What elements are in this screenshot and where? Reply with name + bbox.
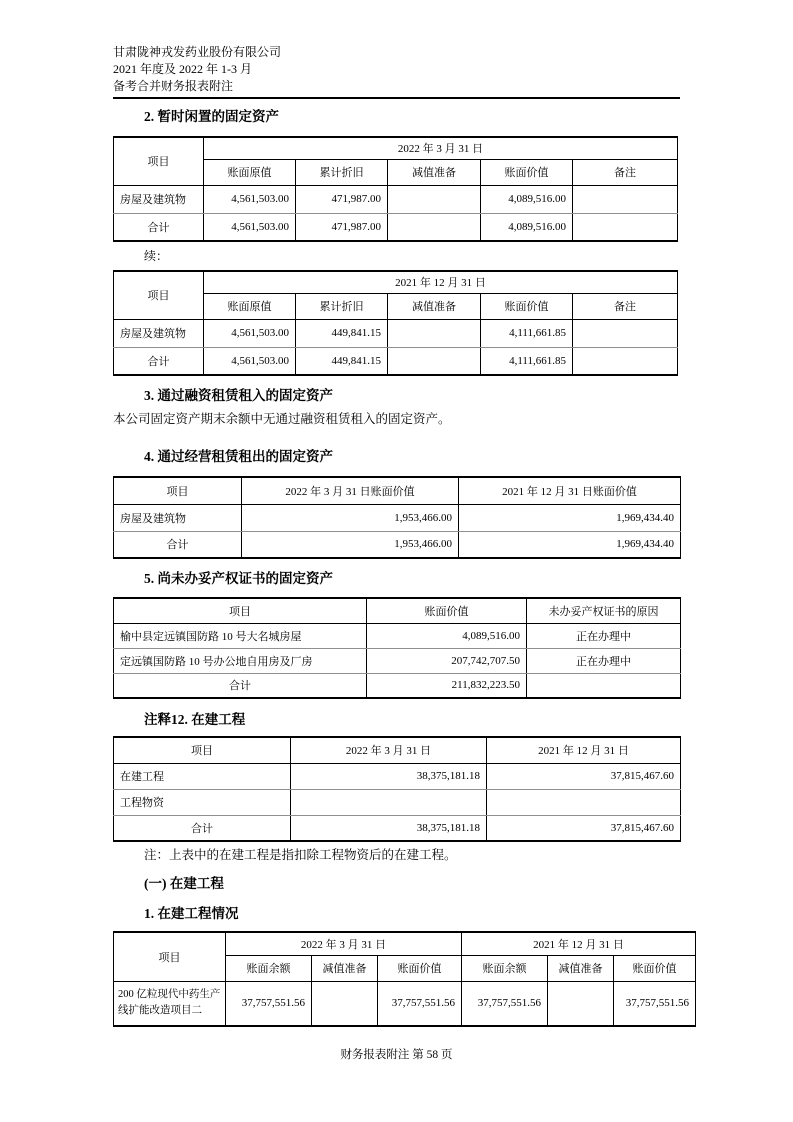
column-header-item: 项目 [114,271,204,319]
value-cell [388,347,481,375]
value-cell [573,185,678,213]
column-header: 备注 [573,293,678,319]
table-row [114,623,681,648]
column-header: 2021 年 12 月 31 日账面价值 [459,477,681,504]
value-cell: 449,841.15 [296,347,388,375]
status-cell: 正在办理中 [527,623,681,648]
table-total-row [114,531,681,558]
column-header: 项目 [114,737,291,763]
value-cell: 471,987.00 [296,213,388,241]
section-4-heading: 4. 通过经营租赁租出的固定资产 [144,449,333,464]
column-header: 备注 [573,159,678,185]
row-label: 在建工程 [114,763,291,789]
idle-fixed-assets-2022-table [113,136,678,242]
construction-in-progress-summary-table [113,736,681,842]
column-header-row [114,737,681,763]
value-cell: 1,969,434.40 [459,504,681,531]
column-header: 账面原值 [204,159,296,185]
value-cell: 4,111,661.85 [481,319,573,347]
page-content [113,44,713,1027]
row-label: 工程物资 [114,789,291,815]
idle-fixed-assets-2021-table [113,270,678,376]
value-cell [291,789,487,815]
value-cell: 37,757,551.56 [226,981,312,1026]
column-header: 2021 年 12 月 31 日 [487,737,681,763]
note-12-footnote: 注：上表中的在建工程是指扣除工程物资后的在建工程。 [144,848,457,862]
value-cell [548,981,614,1026]
continued-label: 续： [144,249,169,263]
header-divider [113,97,680,99]
column-header-row [114,598,681,623]
table-total-row [114,347,678,375]
value-cell: 4,089,516.00 [367,623,527,648]
page-footer: 财务报表附注 第 58 页 [340,1049,453,1061]
column-header-row [114,477,681,504]
column-header-item: 项目 [114,137,204,185]
group-header-row [114,137,678,159]
value-cell [487,789,681,815]
row-label: 房屋及建筑物 [114,185,204,213]
column-header: 减值准备 [312,955,378,981]
section-5-heading: 5. 尚未办妥产权证书的固定资产 [144,571,333,586]
document-header [113,44,680,95]
note-12-heading: 注释12. 在建工程 [144,712,246,727]
group-header-row [114,932,696,955]
column-header: 账面价值 [614,955,696,981]
report-period: 2021 年度及 2022 年 1-3 月 [113,62,252,76]
column-header: 减值准备 [388,159,481,185]
value-cell: 1,969,434.40 [459,531,681,558]
value-cell [388,185,481,213]
table-total-row [114,673,681,698]
column-header: 账面价值 [481,159,573,185]
subsection-1-heading: (一) 在建工程 [144,876,224,891]
subsection-1-1-heading: 1. 在建工程情况 [144,906,239,921]
row-label: 榆中县定远镇国防路 10 号大名城房屋 [114,623,367,648]
value-cell: 37,757,551.56 [614,981,696,1026]
value-cell: 207,742,707.50 [367,648,527,673]
group-header-date: 2022 年 3 月 31 日 [204,137,678,159]
value-cell [388,213,481,241]
column-header: 累计折旧 [296,293,388,319]
group-header-date: 2022 年 3 月 31 日 [226,932,462,955]
company-name: 甘肃陇神戎发药业股份有限公司 [113,45,282,59]
value-cell: 4,089,516.00 [481,185,573,213]
row-label: 合计 [114,815,291,841]
column-header: 未办妥产权证书的原因 [527,598,681,623]
section-3-heading: 3. 通过融资租赁租入的固定资产 [144,388,333,403]
table-total-row [114,815,681,841]
value-cell: 1,953,466.00 [242,531,459,558]
no-certificate-assets-table [113,597,681,699]
value-cell: 38,375,181.18 [291,763,487,789]
report-title: 备考合并财务报表附注 [113,79,234,93]
column-header: 账面价值 [378,955,462,981]
column-header: 账面余额 [462,955,548,981]
value-cell: 1,953,466.00 [242,504,459,531]
value-cell: 4,561,503.00 [204,185,296,213]
construction-in-progress-detail-table [113,931,696,1027]
value-cell [573,213,678,241]
row-label: 合计 [114,213,204,241]
row-label: 合计 [114,531,242,558]
value-cell: 4,561,503.00 [204,347,296,375]
table-row [114,504,681,531]
value-cell: 4,561,503.00 [204,213,296,241]
value-cell: 449,841.15 [296,319,388,347]
table-row [114,648,681,673]
table-row [114,763,681,789]
group-header-date: 2021 年 12 月 31 日 [462,932,696,955]
value-cell: 4,561,503.00 [204,319,296,347]
status-cell: 正在办理中 [527,648,681,673]
table-row [114,185,678,213]
table-row [114,981,696,1026]
column-header: 2022 年 3 月 31 日 [291,737,487,763]
column-header: 账面余额 [226,955,312,981]
table-row [114,789,681,815]
table-row [114,319,678,347]
column-header: 项目 [114,598,367,623]
value-cell: 37,757,551.56 [378,981,462,1026]
value-cell: 38,375,181.18 [291,815,487,841]
column-header: 减值准备 [388,293,481,319]
column-header: 账面价值 [481,293,573,319]
column-header-item: 项目 [114,932,226,981]
table-total-row [114,213,678,241]
value-cell [573,319,678,347]
column-header: 累计折旧 [296,159,388,185]
operating-lease-out-table [113,476,681,559]
row-label: 房屋及建筑物 [114,319,204,347]
group-header-row [114,271,678,293]
status-cell [527,673,681,698]
row-label: 定远镇国防路 10 号办公地自用房及厂房 [114,648,367,673]
row-label: 房屋及建筑物 [114,504,242,531]
value-cell [573,347,678,375]
column-header: 账面原值 [204,293,296,319]
row-label: 200 亿粒现代中药生产线扩能改造项目二 [114,981,226,1026]
value-cell: 211,832,223.50 [367,673,527,698]
column-header: 减值准备 [548,955,614,981]
value-cell: 471,987.00 [296,185,388,213]
value-cell [312,981,378,1026]
row-label: 合计 [114,347,204,375]
column-header: 项目 [114,477,242,504]
value-cell: 37,815,467.60 [487,763,681,789]
section-2-heading: 2. 暂时闲置的固定资产 [144,109,279,124]
column-header: 账面价值 [367,598,527,623]
value-cell: 37,757,551.56 [462,981,548,1026]
value-cell: 4,111,661.85 [481,347,573,375]
column-header: 2022 年 3 月 31 日账面价值 [242,477,459,504]
group-header-date: 2021 年 12 月 31 日 [204,271,678,293]
section-3-text: 本公司固定资产期末余额中无通过融资租赁租入的固定资产。 [113,412,451,426]
value-cell: 37,815,467.60 [487,815,681,841]
value-cell: 4,089,516.00 [481,213,573,241]
row-label: 合计 [114,673,367,698]
value-cell [388,319,481,347]
